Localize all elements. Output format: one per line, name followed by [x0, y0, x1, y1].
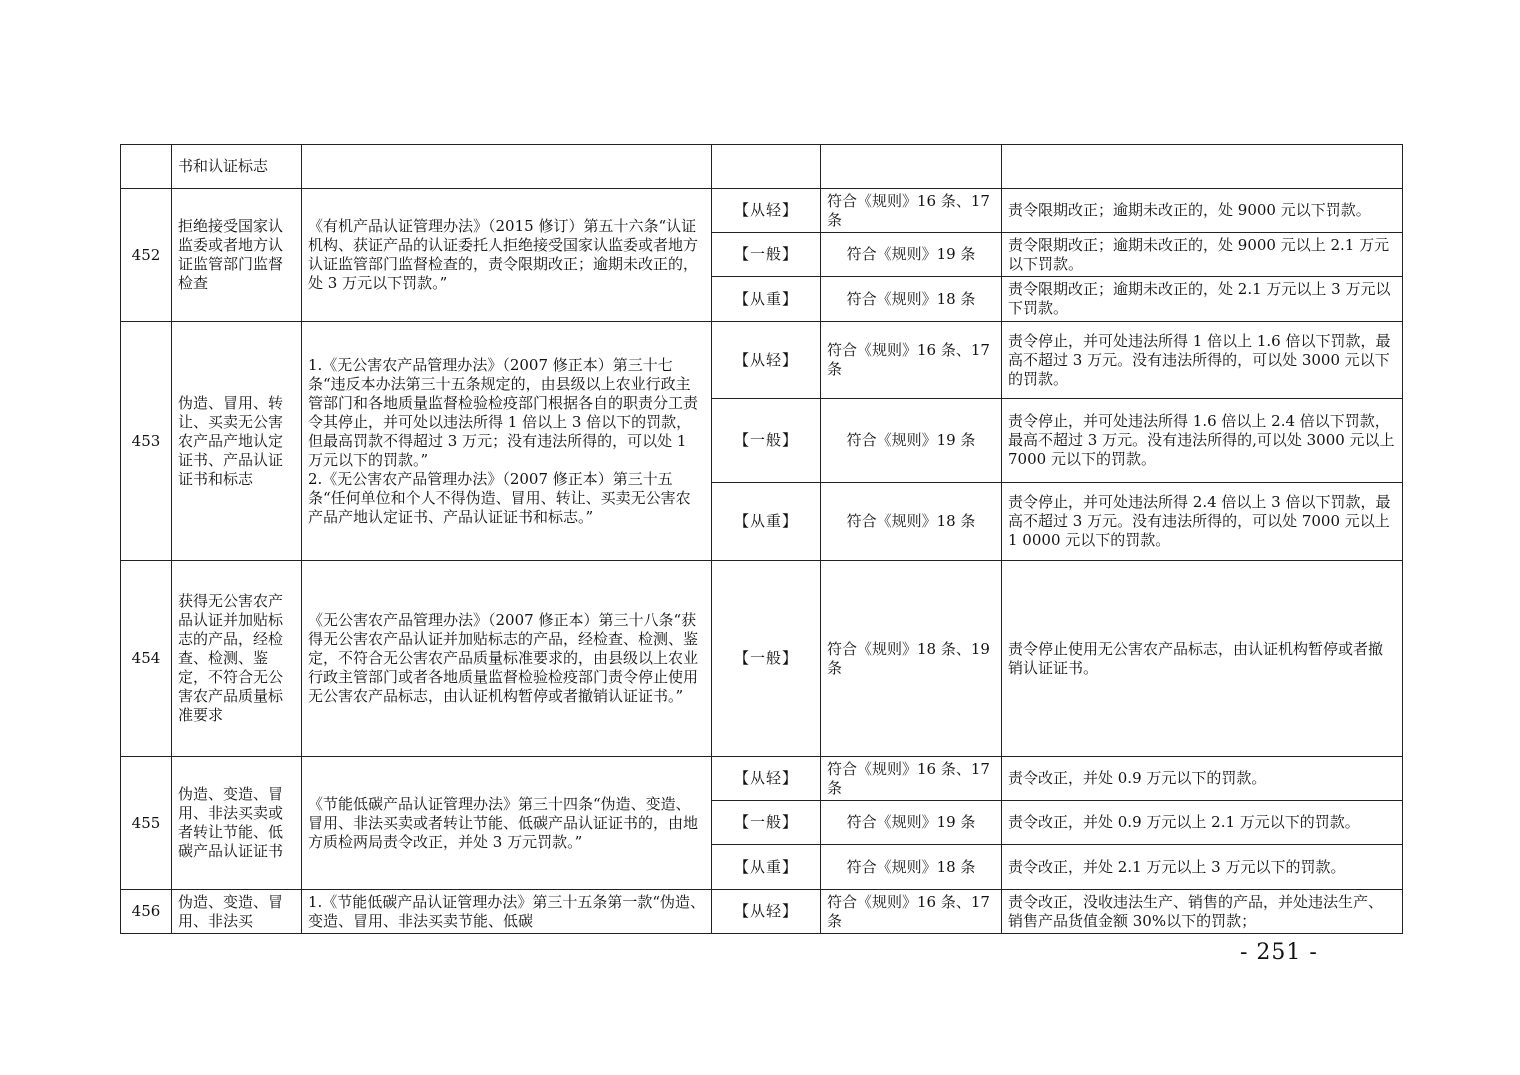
penalty-cell: 责令停止，并可处违法所得 2.4 倍以上 3 倍以下罚款，最高不超过 3 万元。没有违法所得的，可以处 7000 元以上 1 0000 元以下的罚款。 — [1002, 483, 1403, 561]
legal-basis-cell — [302, 322, 712, 561]
legal-basis-item-1: 1.《无公害农产品管理办法》（2007 修正本）第三十七条“违反本办法第三十五条规定的，由县级以上农业行政主管部门和各地质量监督检验检疫部门根据各自的职责分工责令其停止，并可处以违法所得 1 倍以上 3 倍以下的罚款，但最高罚款不得超过 3 万元；没有违法所得的，可以处 1 万元以下的罚款。” — [308, 355, 699, 469]
discretion-level-cell: 【从轻】 — [712, 322, 821, 399]
applicable-rule-cell: 符合《规则》19 条 — [821, 801, 1002, 845]
violation-cell: 伪造、变造、冒用、非法买卖或者转让节能、低碳产品认证证书 — [172, 757, 302, 890]
discretion-level-cell: 【一般】 — [712, 233, 821, 277]
violation-cell: 获得无公害农产品认证并加贴标志的产品，经检查、检测、鉴定，不符合无公害农产品质量标准要求 — [172, 561, 302, 757]
applicable-rule-cell: 符合《规则》16 条、17 条 — [821, 189, 1002, 233]
discretion-level-cell: 【一般】 — [712, 399, 821, 483]
applicable-rule-cell: 符合《规则》18 条、19 条 — [821, 561, 1002, 757]
discretion-level-cell: 【一般】 — [712, 801, 821, 845]
table-row — [121, 189, 1403, 233]
discretion-level-cell: 【一般】 — [712, 561, 821, 757]
table-row — [121, 561, 1403, 757]
legal-basis-cell: 《有机产品认证管理办法》（2015 修订）第五十六条“认证机构、获证产品的认证委托人拒绝接受国家认监委或者地方认证监管部门监督检查的，责令限期改正；逾期未改正的，处 3 万元以下罚款。” — [302, 189, 712, 322]
applicable-rule-cell: 符合《规则》16 条、17 条 — [821, 890, 1002, 934]
applicable-rule-cell: 符合《规则》19 条 — [821, 399, 1002, 483]
penalty-standards-table — [120, 144, 1403, 934]
legal-basis-cell: 《节能低碳产品认证管理办法》第三十四条“伪造、变造、冒用、非法买卖或者转让节能、低碳产品认证证书的，由地方质检两局责令改正，并处 3 万元罚款。” — [302, 757, 712, 890]
penalty-cell — [1002, 145, 1403, 189]
penalty-cell: 责令限期改正；逾期未改正的，处 9000 元以下罚款。 — [1002, 189, 1403, 233]
violation-cell: 伪造、冒用、转让、买卖无公害农产品产地认定证书、产品认证证书和标志 — [172, 322, 302, 561]
discretion-level-cell — [712, 145, 821, 189]
table-row — [121, 757, 1403, 801]
row-number-cell: 453 — [121, 322, 172, 561]
violation-cell: 书和认证标志 — [172, 145, 302, 189]
table-row — [121, 890, 1403, 934]
table-row — [121, 322, 1403, 399]
row-number-cell: 456 — [121, 890, 172, 934]
row-number-cell: 455 — [121, 757, 172, 890]
discretion-level-cell: 【从重】 — [712, 845, 821, 890]
row-number-cell: 454 — [121, 561, 172, 757]
discretion-level-cell: 【从轻】 — [712, 189, 821, 233]
page-number: - 251 - — [1240, 940, 1318, 965]
row-number-cell: 452 — [121, 189, 172, 322]
penalty-cell: 责令停止，并可处违法所得 1.6 倍以上 2.4 倍以下罚款，最高不超过 3 万元。没有违法所得的,可以处 3000 元以上 7000 元以下的罚款。 — [1002, 399, 1403, 483]
applicable-rule-cell: 符合《规则》18 条 — [821, 277, 1002, 322]
penalty-cell: 责令改正，并处 2.1 万元以上 3 万元以下的罚款。 — [1002, 845, 1403, 890]
penalty-cell: 责令限期改正；逾期未改正的，处 2.1 万元以上 3 万元以下罚款。 — [1002, 277, 1403, 322]
applicable-rule-cell: 符合《规则》16 条、17 条 — [821, 757, 1002, 801]
legal-basis-cell — [302, 145, 712, 189]
penalty-cell: 责令限期改正；逾期未改正的，处 9000 元以上 2.1 万元以下罚款。 — [1002, 233, 1403, 277]
discretion-level-cell: 【从轻】 — [712, 757, 821, 801]
legal-basis-cell: 1.《节能低碳产品认证管理办法》第三十五条第一款“伪造、变造、冒用、非法买卖节能、低碳 — [302, 890, 712, 934]
discretion-level-cell: 【从重】 — [712, 483, 821, 561]
applicable-rule-cell: 符合《规则》18 条 — [821, 845, 1002, 890]
legal-basis-item-2: 2.《无公害农产品管理办法》（2007 修正本）第三十五条“任何单位和个人不得伪造、冒用、转让、买卖无公害农产品产地认定证书、产品认证证书和标志。” — [308, 469, 691, 526]
penalty-cell: 责令改正，并处 0.9 万元以下的罚款。 — [1002, 757, 1403, 801]
legal-basis-cell: 《无公害农产品管理办法》（2007 修正本）第三十八条“获得无公害农产品认证并加贴标志的产品，经检查、检测、鉴定，不符合无公害农产品质量标准要求的，由县级以上农业行政主管部门或者各地质量监督检验检疫部门责令停止使用无公害农产品标志，由认证机构暂停或者撤销认证证书。” — [302, 561, 712, 757]
table-row — [121, 145, 1403, 189]
discretion-level-cell: 【从重】 — [712, 277, 821, 322]
applicable-rule-cell: 符合《规则》16 条、17 条 — [821, 322, 1002, 399]
penalty-cell: 责令停止，并可处违法所得 1 倍以上 1.6 倍以下罚款，最高不超过 3 万元。没有违法所得的，可以处 3000 元以下的罚款。 — [1002, 322, 1403, 399]
applicable-rule-cell — [821, 145, 1002, 189]
penalty-cell: 责令改正，没收违法生产、销售的产品，并处违法生产、销售产品货值金额 30%以下的罚款； — [1002, 890, 1403, 934]
discretion-level-cell: 【从轻】 — [712, 890, 821, 934]
penalty-cell: 责令改正，并处 0.9 万元以上 2.1 万元以下的罚款。 — [1002, 801, 1403, 845]
applicable-rule-cell: 符合《规则》18 条 — [821, 483, 1002, 561]
row-number-cell — [121, 145, 172, 189]
violation-cell: 拒绝接受国家认监委或者地方认证监管部门监督检查 — [172, 189, 302, 322]
penalty-cell: 责令停止使用无公害农产品标志，由认证机构暂停或者撤销认证证书。 — [1002, 561, 1403, 757]
applicable-rule-cell: 符合《规则》19 条 — [821, 233, 1002, 277]
violation-cell: 伪造、变造、冒用、非法买 — [172, 890, 302, 934]
